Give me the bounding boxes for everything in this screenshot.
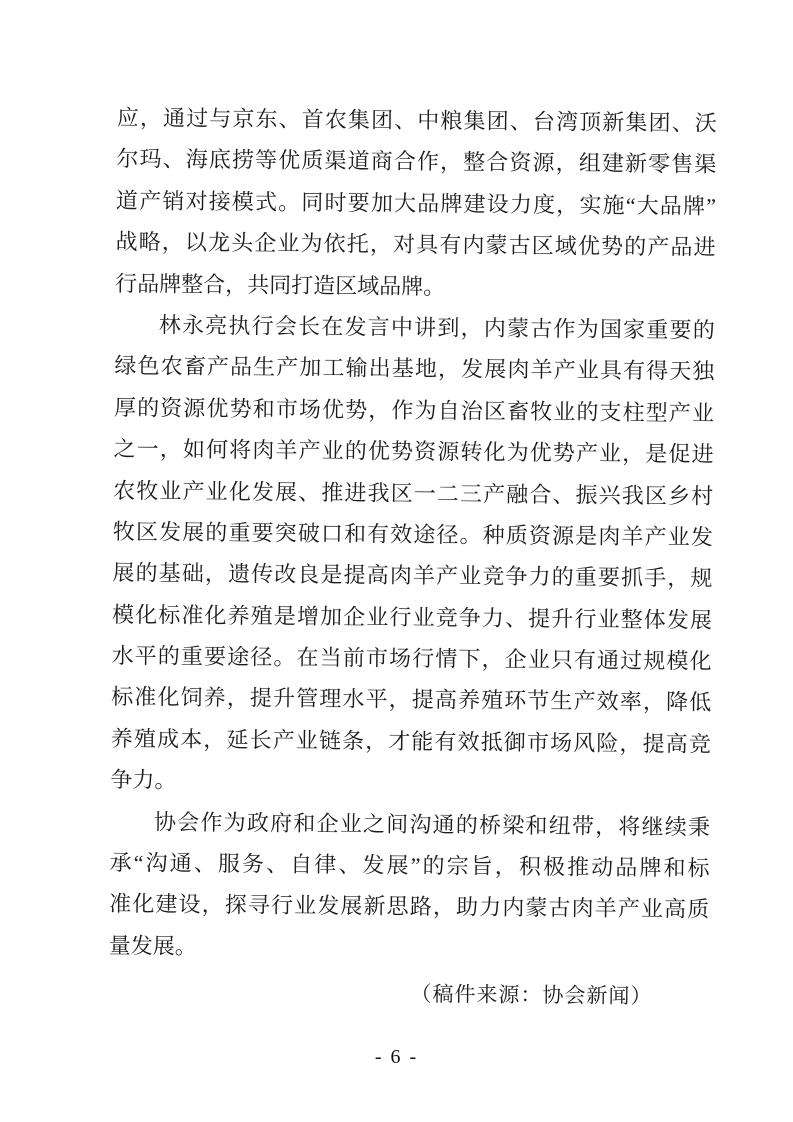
body-text-line: 之一，如何将肉羊产业的优势资源转化为优势产业，是促进 bbox=[113, 436, 714, 467]
body-text-line: 养殖成本，延长产业链条，才能有效抵御市场风险，提高竞 bbox=[110, 725, 711, 757]
body-text-line: 农牧业产业化发展、推进我区一二三产融合、振兴我区乡村 bbox=[113, 477, 714, 509]
body-text-line: 战略，以龙头企业为依托，对具有内蒙古区域优势的产品进 bbox=[115, 229, 716, 260]
body-text-line: 行品牌整合，共同打造区域品牌。 bbox=[115, 270, 446, 299]
page-number: - 6 - bbox=[374, 1046, 419, 1068]
body-text-line: 准化建设，探寻行业发展新思路，助力内蒙古肉羊产业高质 bbox=[109, 891, 710, 923]
body-text-line: 标准化饲养，提升管理水平，提高养殖环节生产效率，降低 bbox=[111, 684, 712, 716]
source-note: （稿件来源：协会新闻） bbox=[410, 982, 653, 1009]
body-text-line: 牧区发展的重要突破口和有效途径。种质资源是肉羊产业发 bbox=[112, 518, 713, 550]
body-text-line: 展的基础，遗传改良是提高肉羊产业竞争力的重要抓手，规 bbox=[112, 560, 713, 592]
paragraph bbox=[109, 801, 711, 972]
body-text-line: 尔玛、海底捞等优质渠道商合作，整合资源，组建新零售渠 bbox=[116, 146, 717, 178]
body-text-line: 应，通过与京东、首农集团、中粮集团、台湾顶新集团、沃 bbox=[116, 104, 717, 136]
body-text-line: 道产销对接模式。同时要加大品牌建设力度，实施“大品牌” bbox=[115, 187, 717, 219]
body-text-line: 承“沟通、服务、自律、发展”的宗旨，积极推动品牌和标 bbox=[109, 849, 710, 881]
body-text-line: 量发展。 bbox=[108, 932, 197, 959]
paragraph bbox=[115, 97, 717, 310]
body-text-line: 林永亮执行会长在发言中讲到，内蒙古作为国家重要的 bbox=[158, 312, 715, 343]
body-text-line: 争力。 bbox=[110, 767, 177, 793]
paragraph bbox=[110, 304, 715, 806]
body-text-line: 厚的资源优势和市场优势，作为自治区畜牧业的支柱型产业 bbox=[113, 394, 715, 426]
body-text-line: 协会作为政府和企业之间沟通的桥梁和纽带，将继续秉 bbox=[153, 809, 711, 840]
body-text-line: 水平的重要途径。在当前市场行情下，企业只有通过规模化 bbox=[111, 643, 712, 674]
body-text-line: 绿色农畜产品生产加工输出基地，发展肉羊产业具有得天独 bbox=[114, 353, 715, 385]
page-content bbox=[108, 97, 717, 1018]
body-text-line: 模化标准化养殖是增加企业行业竞争力、提升行业整体发展 bbox=[111, 601, 713, 633]
